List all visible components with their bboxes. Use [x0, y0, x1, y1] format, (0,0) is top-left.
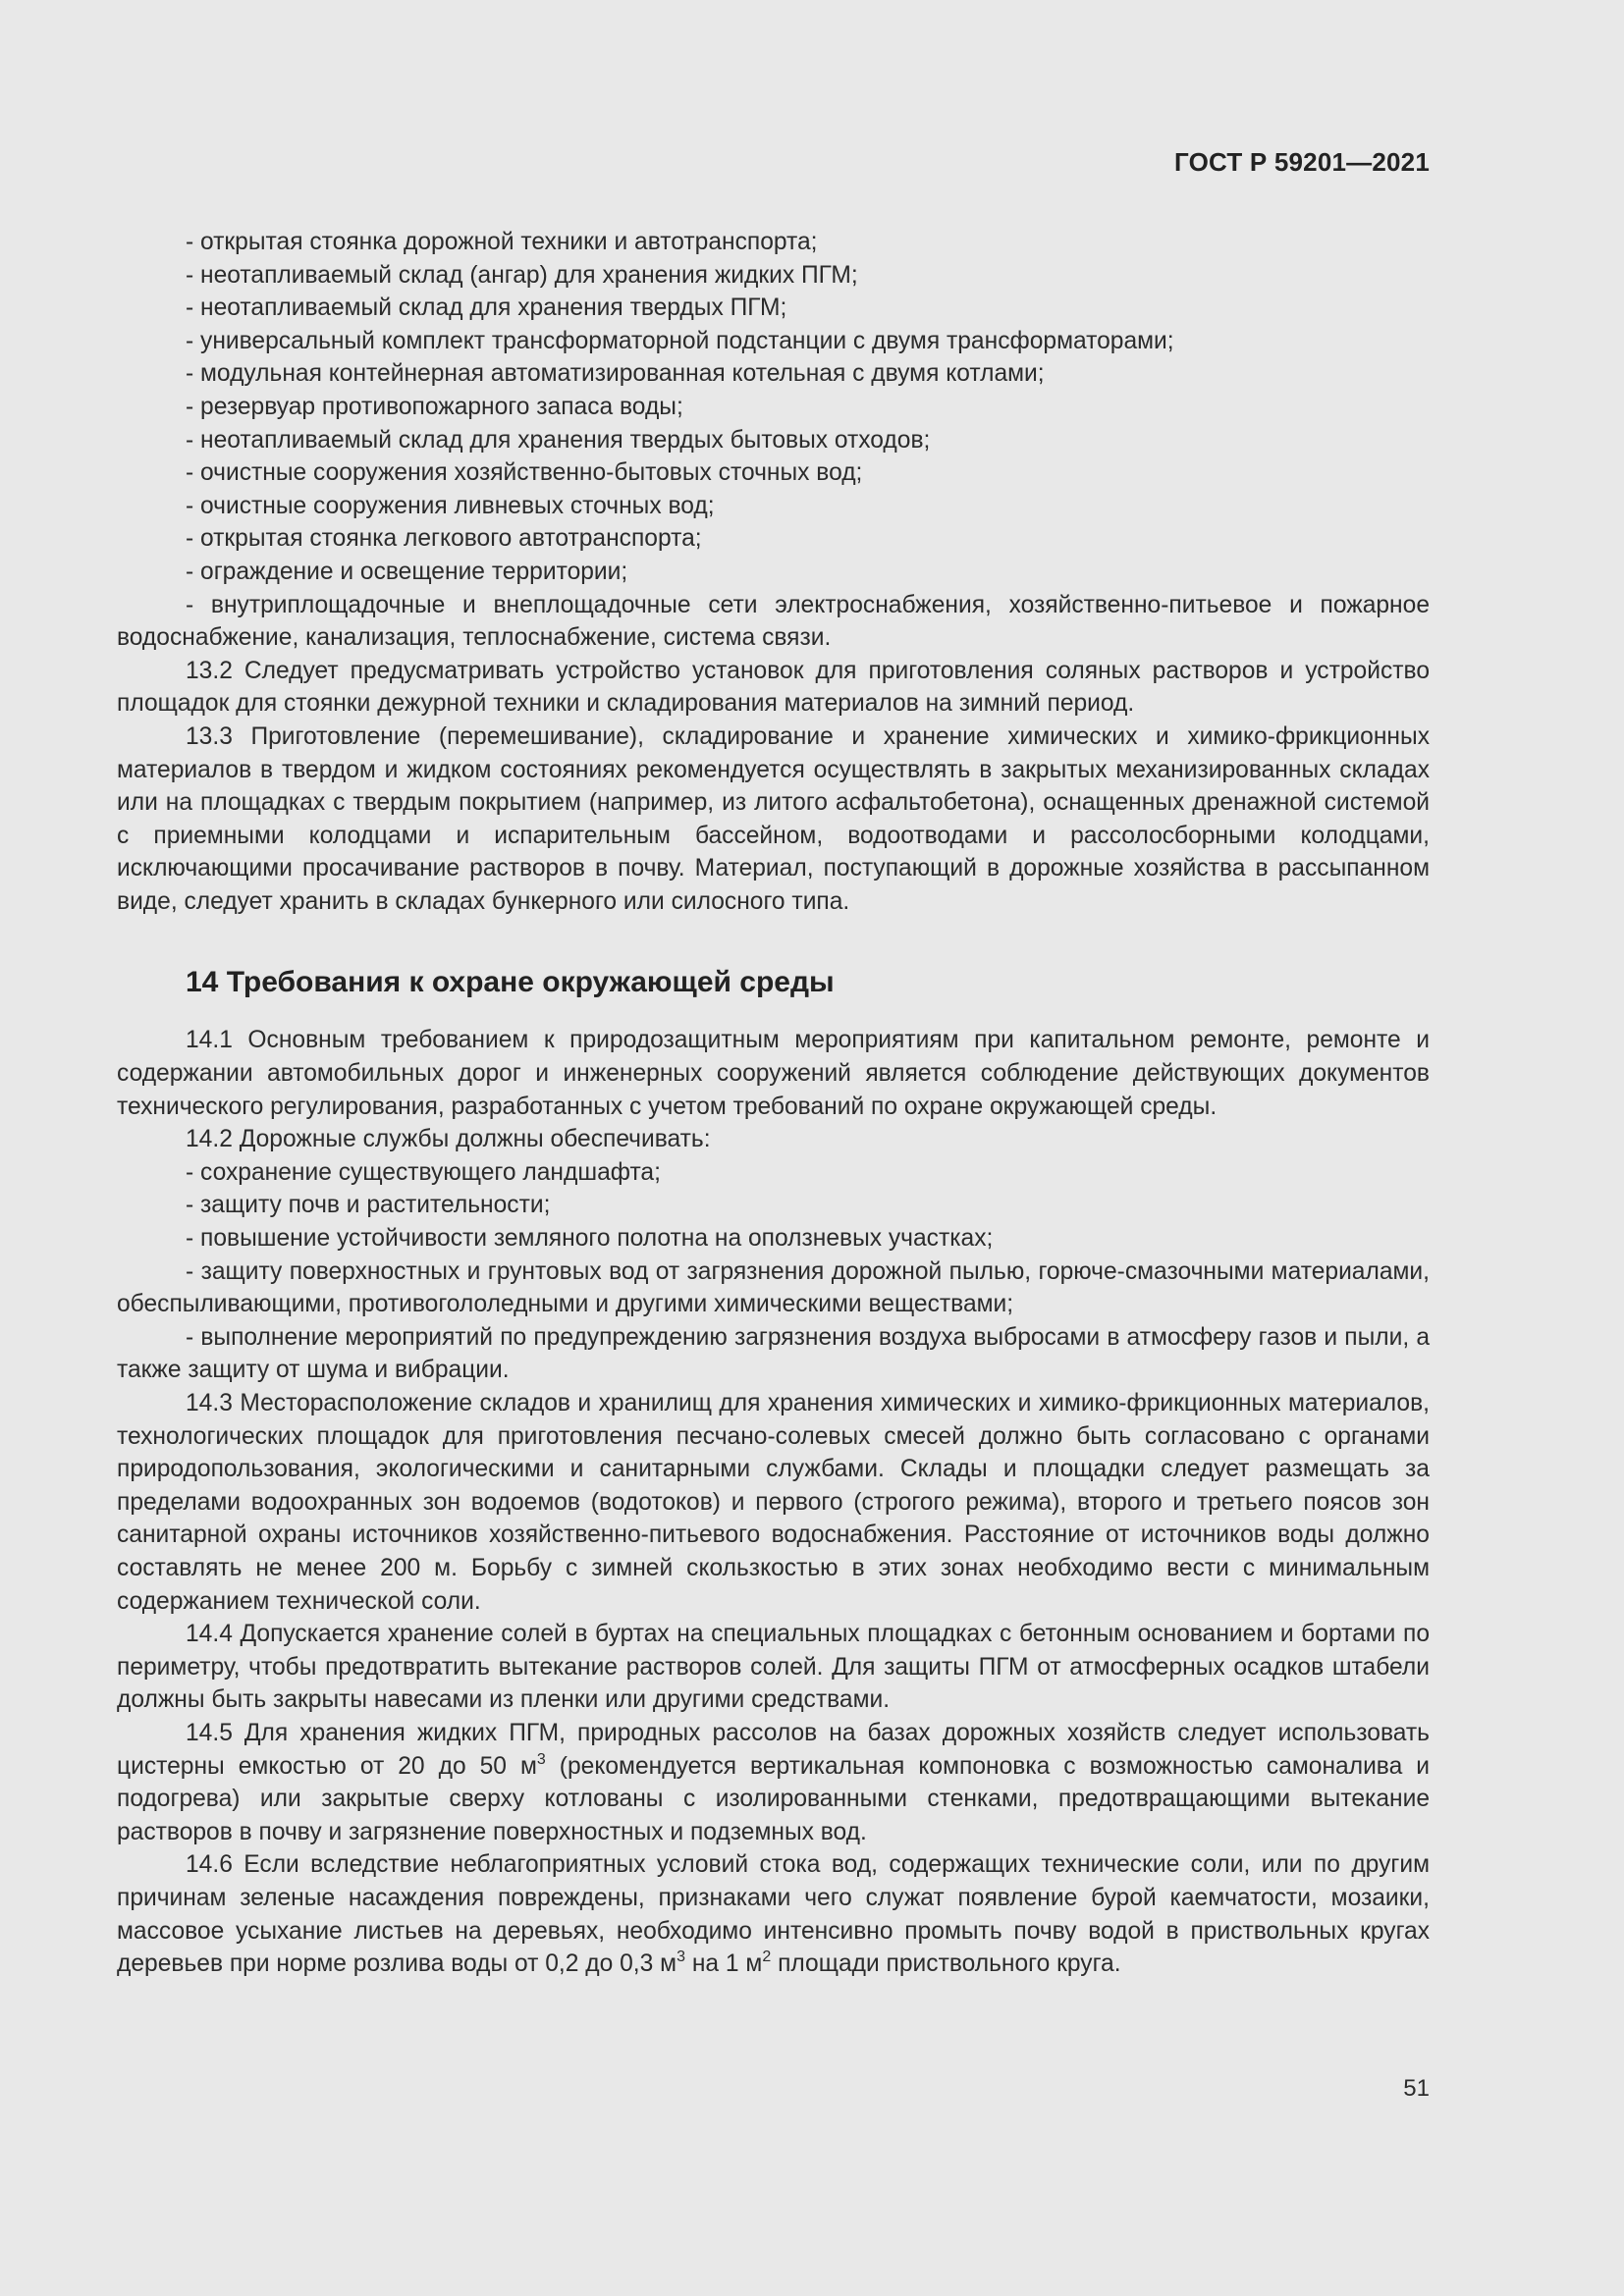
superscript: 2 [762, 1949, 772, 1966]
paragraph-text: площади приствольного круга. [771, 1950, 1121, 1978]
section-14-title: 14 Требования к охране окружающей среды [186, 966, 835, 999]
paragraph-13-3: 13.3 Приготовление (перемешивание), складирование и хранение химических и химико-фрикционных материалов в твердом и жидком состояниях рекомендуется осуществлять в закрытых механизированных складах или на площадках с твердым покрытием (например, из литого асфальтобетона), оснащенных дренажной системой с приемными колодцами и испарительным бассейном, водоотводами и рассолосборными колодцами, исключающими просачивание растворов в почву. Материал, поступающий в дорожные хозяйства в рассыпанном виде, следует хранить в складах бункерного или силосного типа. [117, 722, 1430, 915]
list-item: - защиту поверхностных и грунтовых вод от загрязнения дорожной пылью, горюче-смазочными материалами, обеспыливающими, противогололедными и другими химическими веществами; [117, 1257, 1430, 1318]
list-item: - неотапливаемый склад для хранения твердых бытовых отходов; [186, 426, 931, 454]
page-content [117, 226, 1430, 1981]
list-item: - резервуар противопожарного запаса воды; [186, 393, 683, 420]
list-item: - внутриплощадочные и внеплощадочные сети электроснабжения, хозяйственно-питьевое и пожарное водоснабжение, канализация, теплоснабжение, система связи. [117, 591, 1430, 652]
list-item: - повышение устойчивости земляного полотна на оползневых участках; [186, 1225, 994, 1253]
list-item: - неотапливаемый склад (ангар) для хранения жидких ПГМ; [186, 261, 858, 289]
paragraph-14-3: 14.3 Месторасположение складов и хранилищ для хранения химических и химико-фрикционных материалов, технологических площадок для приготовления песчано-солевых смесей должно быть согласовано с органами природопользования, экологическими и санитарными службами. Склады и площадки следует размещать за пределами водоохранных зон водоемов (водотоков) и первого (строгого режима), второго и третьего поясов зон санитарной охраны источников хозяйственно-питьевого водоснабжения. Расстояние от источников воды должно составлять не менее 200 м. Борьбу с зимней скользкостью в этих зонах необходимо вести с минимальным содержанием технической соли. [117, 1390, 1430, 1615]
list-item: - очистные сооружения хозяйственно-бытовых сточных вод; [186, 459, 863, 487]
paragraph-14-2: 14.2 Дорожные службы должны обеспечивать: [186, 1126, 711, 1153]
paragraph-14-4: 14.4 Допускается хранение солей в буртах на специальных площадках с бетонным основанием и бортами по периметру, чтобы предотвратить вытекание растворов солей. Для защиты ПГМ от атмосферных осадков штабели должны быть закрыты навесами из пленки или другими средствами. [117, 1621, 1430, 1714]
paragraph-text: (рекомендуется вертикальная компоновка с возможностью самоналива и подогрева) или закрытые сверху котлованы с изолированными стенками, предотвращающими вытекание растворов в почву и загрязнение поверхностных и подземных вод. [117, 1752, 1431, 1845]
list-item: - ограждение и освещение территории; [186, 558, 628, 585]
list-item: - защиту почв и растительности; [186, 1192, 551, 1219]
paragraph-text: на 1 м [684, 1950, 763, 1978]
list-item: - очистные сооружения ливневых сточных вод; [186, 492, 715, 519]
paragraph-13-2: 13.2 Следует предусматривать устройство установок для приготовления соляных растворов и устройство площадок для стоянки дежурной техники и складирования материалов на зимний период. [117, 657, 1430, 718]
superscript: 3 [677, 1949, 685, 1966]
list-item: - сохранение существующего ландшафта; [186, 1158, 661, 1186]
paragraph-14-5 [117, 1717, 1430, 1848]
list-item: - выполнение мероприятий по предупреждению загрязнения воздуха выбросами в атмосферу газов и пыли, а также защиту от шума и вибрации. [117, 1323, 1430, 1384]
paragraph-text: 14.5 Для хранения жидких ПГМ, природных рассолов на базах дорожных хозяйств следует использовать цистерны емкостью от 20 до 50 м [117, 1719, 1430, 1780]
document-code-header: ГОСТ Р 59201—2021 [1174, 147, 1430, 177]
list-item: - открытая стоянка легкового автотранспорта; [186, 525, 702, 553]
list-item: - универсальный комплект трансформаторной подстанции с двумя трансформаторами; [186, 327, 1174, 354]
paragraph-text: 14.6 Если вследствие неблагоприятных условий стока вод, содержащих технические соли, или по другим причинам зеленые насаждения повреждены, признаками чего служат появление бурой каемчатости, мозаики, массовое усыхание листьев на деревьях, необходимо интенсивно промыть почву водой в приствольных кругах деревьев при норме розлива воды от 0,2 до 0,3 м [117, 1851, 1430, 1978]
paragraph-14-1: 14.1 Основным требованием к природозащитным мероприятиям при капитальном ремонте, ремонте и содержании автомобильных дорог и инженерных сооружений является соблюдение действующих документов технического регулирования, разработанных с учетом требований по охране окружающей среды. [117, 1027, 1430, 1120]
list-item: - неотапливаемый склад для хранения твердых ПГМ; [186, 294, 787, 322]
page-number: 51 [1403, 2075, 1430, 2102]
superscript: 3 [536, 1750, 546, 1768]
paragraph-14-6 [117, 1848, 1430, 1980]
list-item: - открытая стоянка дорожной техники и автотранспорта; [186, 229, 818, 255]
list-item: - модульная контейнерная автоматизированная котельная с двумя котлами; [186, 360, 1045, 388]
